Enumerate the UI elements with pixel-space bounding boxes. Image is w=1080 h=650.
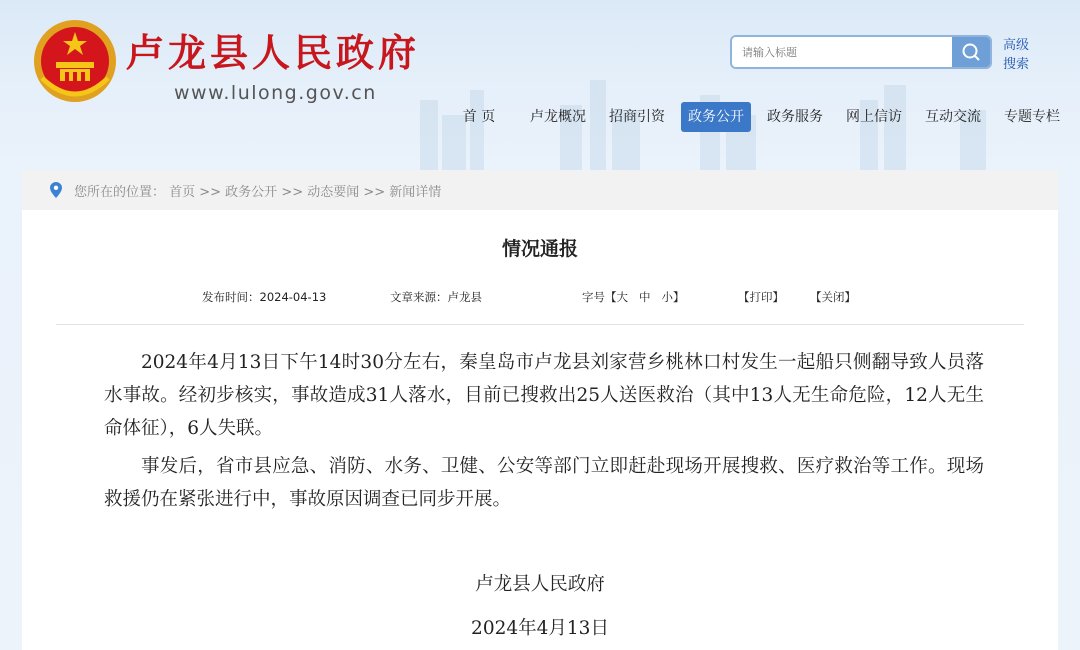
font-size-label: 字号【 <box>582 290 617 304</box>
signature-date: 2024年4月13日 <box>471 618 609 639</box>
article-source: 文章来源：卢龙县 <box>390 290 482 304</box>
search-box <box>730 35 992 69</box>
article-paragraph-2: 事发后，省市县应急、消防、水务、卫健、公安等部门立即赶赴现场开展搜救、医疗救治等工作。现场救援仍在紧张进行中，事故原因调查已同步开展。 <box>104 456 984 510</box>
close-button[interactable]: 【关闭】 <box>810 290 856 304</box>
nav-item-interaction[interactable]: 互动交流 <box>925 109 981 125</box>
nav-item-home[interactable]: 首 页 <box>462 109 496 125</box>
nav-item-government-affairs[interactable]: 政务公开 <box>681 102 751 132</box>
signature: 卢龙县人民政府 <box>475 574 605 595</box>
search-icon <box>961 42 981 62</box>
advanced-search-link[interactable]: 高级搜索 <box>1003 38 1030 72</box>
nav-item-investment[interactable]: 招商引资 <box>609 109 665 125</box>
divider <box>56 324 1024 325</box>
font-size-medium-button[interactable]: 中 <box>638 290 651 304</box>
article-paragraph-1: 2024年4月13日下午14时30分左右，秦皇岛市卢龙县刘家营乡桃林口村发生一起船只侧翻导致人员落水事故。经初步核实，事故造成31人落水，目前已搜救出25人送医救治（其中13人无生命危险，12人无生命体征），6人失联。 <box>104 352 984 439</box>
content-panel <box>22 170 1058 650</box>
breadcrumb-text[interactable]: 您所在的位置： 首页 >> 政务公开 >> 动态要闻 >> 新闻详情 <box>74 184 442 200</box>
site-url[interactable]: www.lulong.gov.cn <box>174 82 377 104</box>
nav-item-services[interactable]: 政务服务 <box>767 109 823 125</box>
search-input[interactable] <box>732 37 952 67</box>
font-size-controls <box>582 289 684 305</box>
breadcrumb <box>22 170 1058 210</box>
nav-item-petition[interactable]: 网上信访 <box>846 109 902 125</box>
location-pin-icon <box>50 182 62 198</box>
nav-item-special-topics[interactable]: 专题专栏 <box>1004 109 1060 125</box>
national-emblem-icon <box>32 18 118 104</box>
article-title: 情况通报 <box>501 238 578 260</box>
publish-time: 发布时间：2024-04-13 <box>202 290 327 304</box>
font-size-end: 】 <box>672 290 685 304</box>
font-size-large-button[interactable]: 大 <box>616 290 628 304</box>
nav-item-overview[interactable]: 卢龙概况 <box>530 109 586 125</box>
site-title[interactable]: 卢龙县人民政府 <box>126 30 421 75</box>
font-size-small-button[interactable]: 小 <box>661 290 673 304</box>
print-button[interactable]: 【打印】 <box>738 290 784 304</box>
search-button[interactable] <box>952 37 990 67</box>
main-nav <box>0 102 1080 132</box>
